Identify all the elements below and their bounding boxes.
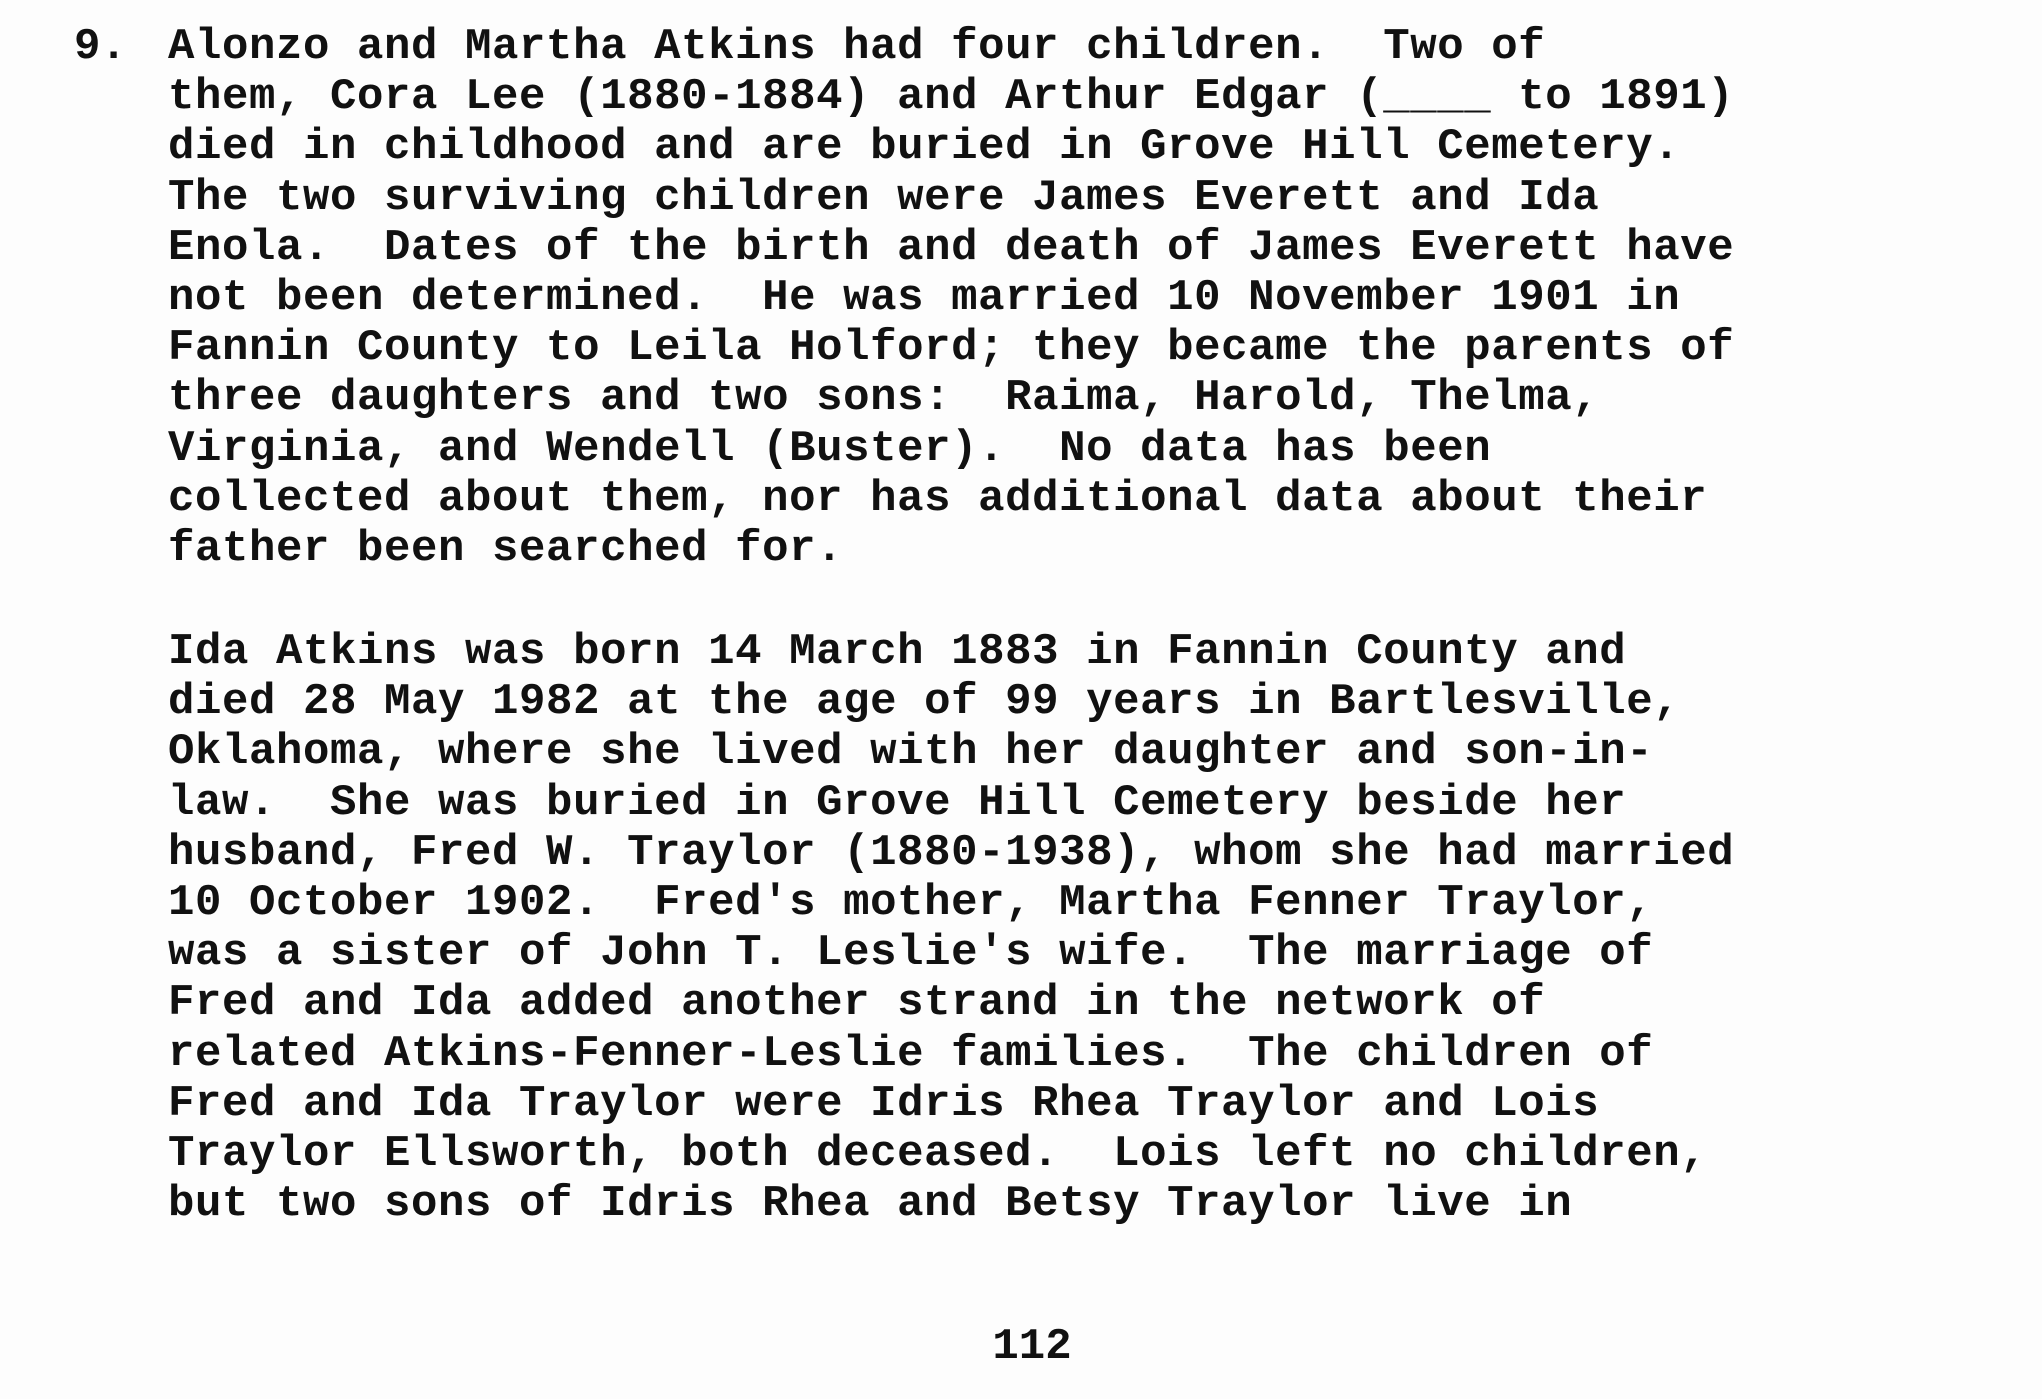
text-line: Fannin County to Leila Holford; they became the parents of (168, 323, 1735, 374)
paragraph-atkins-children (168, 22, 1734, 574)
text-line: Oklahoma, where she lived with her daughter and son-in- (168, 727, 1654, 778)
text-line: not been determined. He was married 10 November 1901 in (168, 273, 1681, 324)
page-number: 112 (992, 1322, 1072, 1372)
text-line: but two sons of Idris Rhea and Betsy Traylor live in (168, 1179, 1573, 1230)
text-line: Fred and Ida added another strand in the network of (168, 978, 1546, 1029)
text-line: husband, Fred W. Traylor (1880-1938), whom she had married (168, 827, 1735, 878)
text-line: died 28 May 1982 at the age of 99 years in Bartlesville, (168, 677, 1681, 728)
text-line: related Atkins-Fenner-Leslie families. The children of (168, 1028, 1654, 1079)
text-line: The two surviving children were James Everett and Ida (168, 172, 1600, 223)
text-line: collected about them, nor has additional data about their (168, 473, 1708, 524)
text-line: Enola. Dates of the birth and death of James Everett have (168, 222, 1735, 273)
text-line: Alonzo and Martha Atkins had four children. Two of (168, 22, 1546, 72)
text-line: Ida Atkins was born 14 March 1883 in Fannin County and (168, 627, 1627, 677)
text-line: died in childhood and are buried in Grove Hill Cemetery. (168, 122, 1681, 173)
text-line: father been searched for. (168, 524, 844, 575)
text-line: 10 October 1902. Fred's mother, Martha Fenner Traylor, (168, 878, 1654, 929)
text-line: Fred and Ida Traylor were Idris Rhea Traylor and Lois (168, 1078, 1600, 1129)
text-line: them, Cora Lee (1880-1884) and Arthur Edgar (____ to 1891) (168, 72, 1735, 123)
text-line: Traylor Ellsworth, both deceased. Lois left no children, (168, 1129, 1708, 1180)
text-line: was a sister of John T. Leslie's wife. The marriage of (168, 928, 1654, 979)
text-line: law. She was buried in Grove Hill Cemetery beside her (168, 777, 1627, 828)
text-line: three daughters and two sons: Raima, Harold, Thelma, (168, 373, 1600, 424)
paragraph-ida-atkins (168, 627, 1734, 1229)
text-line: Virginia, and Wendell (Buster). No data has been (168, 423, 1492, 474)
item-number: 9. (74, 22, 127, 72)
